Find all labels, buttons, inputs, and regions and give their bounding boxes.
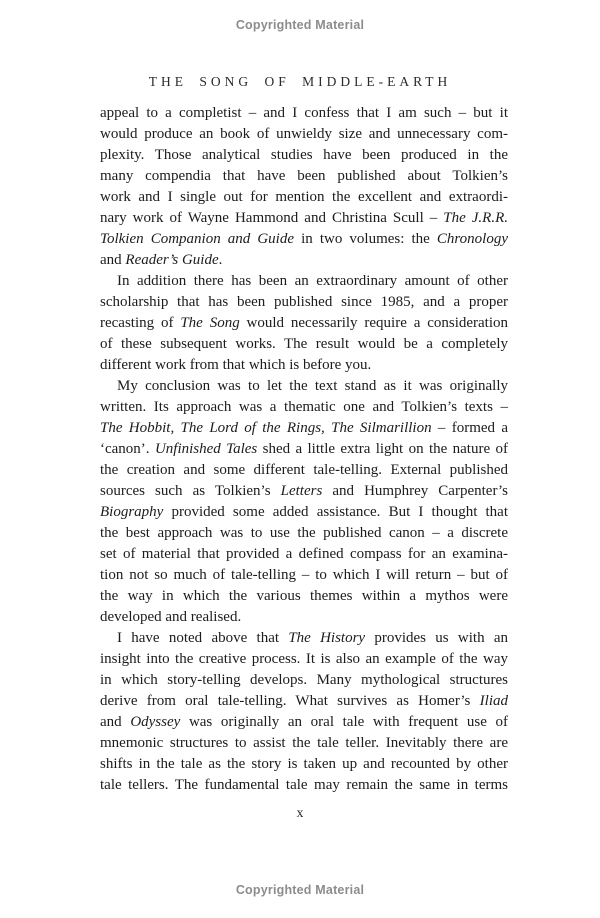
text-line xyxy=(100,103,508,124)
text-run: plexity. Those analytical studies have been produced in the xyxy=(100,147,508,163)
text-run: would necessarily require a consideration xyxy=(239,315,509,331)
text-run: shifts in the tale as the story is taken up and recounted by other xyxy=(100,756,508,772)
text-line xyxy=(100,397,508,418)
italic-text-run: Biography xyxy=(100,504,164,520)
text-line xyxy=(100,313,508,334)
text-run: In addition there has been an extraordinary amount of other xyxy=(117,273,508,289)
text-run: provides us with an xyxy=(365,630,509,646)
text-run: shed a little extra light on the nature of xyxy=(257,441,508,457)
copyright-notice-top: Copyrighted Material xyxy=(235,18,365,32)
italic-text-run: The Hobbit, The Lord of the Rings, The Silmarillion xyxy=(100,420,432,436)
text-run: appeal to a completist – and I confess that I am such – but it xyxy=(100,105,508,121)
text-run: and xyxy=(100,714,131,730)
text-run: developed and realised. xyxy=(100,609,242,625)
italic-text-run: The J.R.R. xyxy=(443,210,508,226)
text-line xyxy=(100,271,508,292)
text-run: written. Its approach was a thematic one and Tolkien’s texts – xyxy=(100,399,508,415)
text-line xyxy=(100,565,508,586)
text-run: tale tellers. The fundamental tale may remain the same in terms xyxy=(100,777,508,793)
text-run: the creation and some different tale-telling. External published xyxy=(100,462,508,478)
paragraph xyxy=(100,103,508,271)
text-run: derive from oral tale-telling. What survives as Homer’s xyxy=(100,693,480,709)
text-line xyxy=(100,292,508,313)
paragraph xyxy=(100,376,508,628)
text-run: . xyxy=(218,252,223,268)
italic-text-run: Tolkien Companion and Guide xyxy=(100,231,295,247)
text-run: insight into the creative process. It is also an example of the way xyxy=(100,651,508,667)
text-run: in which story-telling develops. Many mythological structures xyxy=(100,672,508,688)
text-run: nary work of Wayne Hammond and Christina Scull – xyxy=(100,210,444,226)
text-line xyxy=(100,460,508,481)
italic-text-run: The History xyxy=(288,630,366,646)
text-line xyxy=(100,607,508,628)
page-number: x xyxy=(296,805,304,820)
text-run: the best approach was to use the published canon – a discrete xyxy=(100,525,508,541)
text-run: work and I single out for mention the excellent and extraordi- xyxy=(100,189,508,205)
text-run: would produce an book of unwieldy size and unnecessary com- xyxy=(100,126,508,142)
italic-text-run: Letters xyxy=(280,483,323,499)
text-line xyxy=(100,586,508,607)
text-line xyxy=(100,775,508,796)
text-run: I have noted above that xyxy=(117,630,289,646)
text-line xyxy=(100,208,508,229)
text-line xyxy=(100,250,508,271)
text-line xyxy=(100,502,508,523)
text-line xyxy=(100,334,508,355)
text-run: ‘canon’. xyxy=(100,441,155,457)
copyright-notice-bottom: Copyrighted Material xyxy=(235,883,365,897)
text-run: many compendia that have been published about Tolkien’s xyxy=(100,168,508,184)
italic-text-run: Chronology xyxy=(436,231,509,247)
running-header: THE SONG OF MIDDLE-EARTH xyxy=(148,74,452,89)
text-line xyxy=(100,523,508,544)
italic-text-run: Odyssey xyxy=(130,714,181,730)
paragraph xyxy=(100,628,508,796)
text-run: and xyxy=(100,252,126,268)
text-line xyxy=(100,691,508,712)
text-run: tion not so much of tale-telling – to which I will return – but of xyxy=(100,567,508,583)
text-line xyxy=(100,355,508,376)
text-line xyxy=(100,754,508,775)
text-run: scholarship that has been published since 1985, and a proper xyxy=(100,294,508,310)
text-run: mnemonic structures to assist the tale teller. Inevitably there are xyxy=(100,735,508,751)
italic-text-run: Iliad xyxy=(479,693,508,709)
paragraph xyxy=(100,271,508,376)
text-line xyxy=(100,733,508,754)
text-run: provided some added assistance. But I thought that xyxy=(163,504,508,520)
text-line xyxy=(100,166,508,187)
text-line xyxy=(100,145,508,166)
text-line xyxy=(100,670,508,691)
text-line xyxy=(100,544,508,565)
text-run: and Humphrey Carpenter’s xyxy=(322,483,508,499)
text-run: the way in which the various themes within a mythos were xyxy=(100,588,508,604)
text-line xyxy=(100,712,508,733)
text-line xyxy=(100,628,508,649)
text-line xyxy=(100,439,508,460)
text-line xyxy=(100,481,508,502)
text-run: different work from that which is before you. xyxy=(100,357,372,373)
text-run: – formed a xyxy=(431,420,508,436)
text-line xyxy=(100,376,508,397)
italic-text-run: Unfinished Tales xyxy=(154,441,258,457)
text-line xyxy=(100,418,508,439)
body-text xyxy=(100,103,508,796)
italic-text-run: The Song xyxy=(180,315,240,331)
text-line xyxy=(100,229,508,250)
text-run: sources such as Tolkien’s xyxy=(100,483,281,499)
text-run: in two volumes: the xyxy=(294,231,437,247)
text-line xyxy=(100,649,508,670)
text-line xyxy=(100,124,508,145)
italic-text-run: Reader’s Guide xyxy=(125,252,219,268)
text-line xyxy=(100,187,508,208)
text-run: recasting of xyxy=(100,315,181,331)
text-run: set of material that provided a defined compass for an examina- xyxy=(100,546,508,562)
text-run: My conclusion was to let the text stand as it was originally xyxy=(117,378,508,394)
text-run: of these subsequent works. The result would be a completely xyxy=(100,336,508,352)
text-run: was originally an oral tale with frequent use of xyxy=(180,714,508,730)
